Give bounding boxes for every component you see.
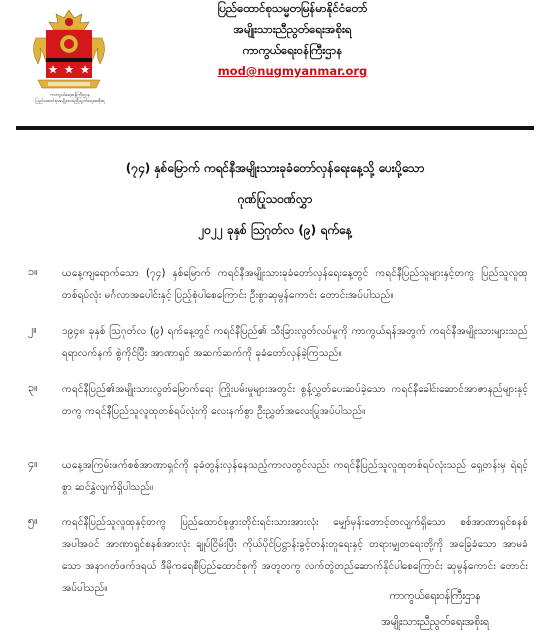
seal-logo — [28, 8, 110, 100]
shield-icon — [46, 30, 92, 78]
document-date: ၂၀၂၂ ခုနှစ် ဩဂုတ်လ (၉) ရက်နေ့ — [198, 223, 352, 237]
paragraph-text: ကရင်နီပြည်သူလူထုနှင့်တကွ ပြည်ထောင်စုဖွားတိုင်းရင်းသားအားလုံး မျှော်မှန်းတောင့်တလျက်ရှိသော စစ်အာဏာရှင်စနစ်အပါအဝင် အာဏာရှင်စနစ်အားလုံး ချုပ်ငြိမ်းပြီး ကိုယ်ပိုင်ပြဋ္ဌာန်းခွင့်တန်းတူရေးနှင့် တရားမျှတရေးတို့ကို အခြေခံသော အာမခံသော အနာဂတ်ဖက်ဒရယ် ဒီမိုကရေစီပြည်ထောင်စုကို အတူတကွ လက်တွဲတည်ဆောက်နိုင်ပါစေကြောင်း ဆုမွန်ကောင်း တောင်းအပ်ပါသည်။ — [62, 517, 528, 594]
paragraph-number: ၅။ — [28, 514, 38, 527]
paragraph-3 — [28, 379, 528, 445]
document-title: (၇၄) နှစ်မြောက် ကရင်နီအမျိုးသားခုခံတော်လှန်ရေးနေ့သို့ ပေးပို့သော — [125, 161, 425, 175]
paragraph-text: ၁၉၄၈ ခုနှစ် ဩဂုတ်လ (၉) ရက်နေ့တွင် ကရင်နီပြည်၏ သီးခြားလွတ်လပ်မှုကို ကာကွယ်ရန်အတွက် ကရင်နီအမျိုးသားများသည် ရရာလက်နက် စွဲကိုင်ပြီး အာဏာရှင် အဆက်ဆက်ကို ခုခံတော်လှန်ခဲ့ကြသည်။ — [62, 326, 528, 359]
paragraph-text: ကရင်နီပြည်၏အမျိုးသားလွတ်မြောက်ရေး ကြိုးပမ်းမှုများအတွင်း စွန့်လွှတ်ပေးဆပ်ခဲ့သော ကရင်နီခေါင်းဆောင်အာဇာနည်များနှင့်တကွ ကရင်နီပြည်သူလူထုတစ်ရပ်လုံးကို လေးနက်စွာ ဦးညွှတ်အလေးပြုအပ်ပါသည်။ — [62, 384, 528, 417]
paragraph-text: ယနေ့ကျရောက်သော (၇၄) နှစ်မြောက် ကရင်နီအမျိုးသားခုခံတော်လှန်ရေးနေ့တွင် ကရင်နီပြည်သူများနှင့်တကွ ပြည်သူလူထုတစ်ရပ်လုံး မင်္ဂလာအပေါင်းနှင့် ပြည့်စုံပါစေကြောင်း ဦးစွာဆုမွန်ကောင်း တောင်းအပ်ပါသည်။ — [62, 268, 528, 301]
paragraph-number: ၃။ — [28, 381, 38, 394]
paragraph-2 — [28, 321, 528, 367]
paragraph-4 — [28, 455, 528, 501]
letterhead-country: ပြည်ထောင်စုသမ္မတမြန်မာနိုင်ငံတော် — [217, 1, 368, 15]
email-link[interactable]: mod@nugmyanmar.org — [217, 64, 368, 78]
paragraph-number: ၄။ — [28, 457, 38, 470]
header-divider — [16, 126, 534, 130]
paragraph-number: ၂။ — [28, 323, 37, 336]
paragraph-5 — [28, 512, 528, 594]
paragraph-number: ၁။ — [28, 265, 38, 278]
letterhead-government: အမျိုးသားညီညွတ်ရေးအစိုးရ — [233, 22, 352, 36]
signature-government: အမျိုးသားညီညွတ်ရေးအစိုးရ — [381, 616, 489, 628]
paragraph-1 — [28, 263, 528, 309]
logo-caption-ministry: ကာကွယ်ရေးဝန်ကြီးဌာန — [50, 93, 90, 98]
signature-ministry: ကာကွယ်ရေးဝန်ကြီးဌာန — [389, 590, 481, 602]
banner-ribbon — [38, 80, 100, 88]
document-subtitle: ဂုဏ်ပြုသဝဏ်လွှာ — [237, 192, 313, 206]
paragraph-text: ယနေ့အကြမ်းဖက်စစ်အာဏာရှင်ကို ခုခံတွန်းလှန်နေသည့်ကာလတွင်လည်း ကရင်နီပြည်သူလူထုတစ်ရပ်လုံးသည် ရှေ့တန်းမှ ရဲရင့်စွာ ဆင်နွှဲလျက်ရှိပါသည်။ — [62, 460, 528, 493]
letterhead-email-row — [110, 63, 475, 80]
logo-caption-government: ပြည်ထောင်စုအမျိုးသားညီညွတ်ရေးအစိုးရ — [35, 99, 105, 104]
letterhead-ministry: ကာကွယ်ရေးဝန်ကြီးဌာန — [242, 43, 343, 57]
